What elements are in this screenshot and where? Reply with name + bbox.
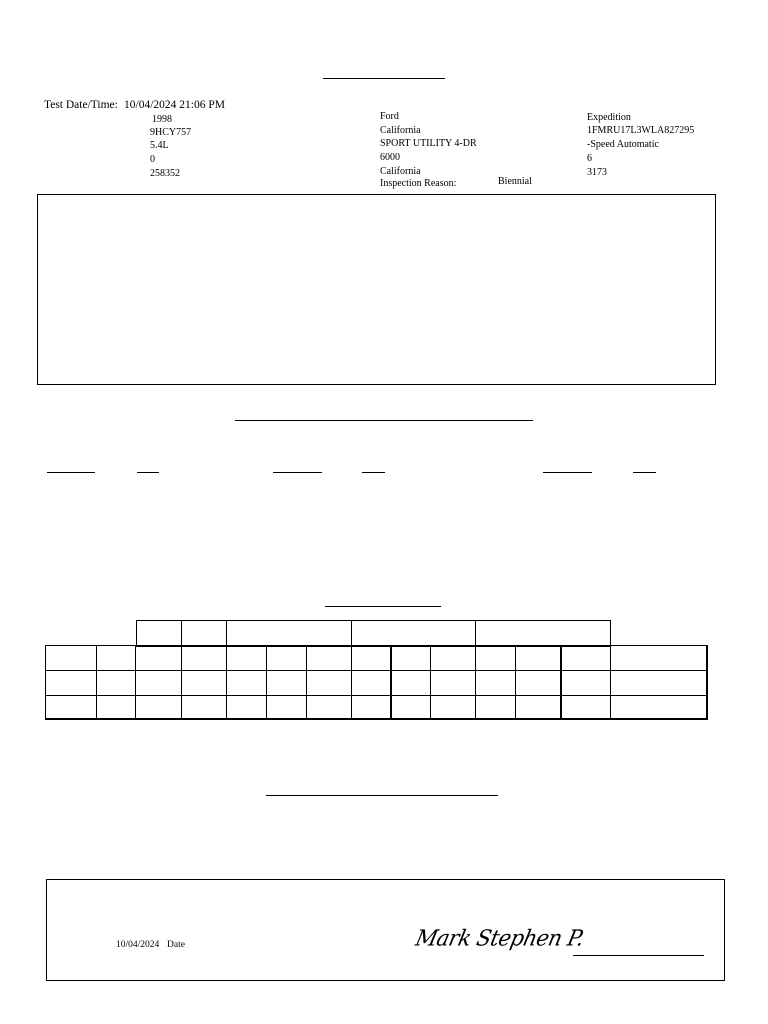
table-col-line	[560, 645, 562, 720]
inspection-reason-label: Inspection Reason:	[380, 178, 457, 189]
table-col-line	[351, 645, 352, 720]
table-col-line	[226, 645, 227, 720]
table-header-cell	[475, 620, 611, 646]
dash-line-5	[543, 472, 592, 473]
dash-line-2	[137, 472, 159, 473]
table-col-line	[610, 645, 611, 720]
dash-line-3	[273, 472, 322, 473]
vehicle-registration-state: California	[380, 166, 421, 177]
table-col-line	[96, 645, 97, 720]
vehicle-engine: 5.4L	[150, 140, 169, 151]
table-col-line	[475, 645, 476, 720]
signature-date-label: Date	[167, 940, 185, 950]
vehicle-plate: 9HCY757	[150, 127, 192, 138]
vehicle-gvwr: 6000	[380, 152, 400, 163]
title-underline	[323, 78, 445, 79]
table-header-cell	[226, 620, 352, 646]
handwritten-signature: Mark Stephen P.	[413, 925, 587, 951]
table-header-cell	[181, 620, 227, 646]
lower-section-underline	[266, 795, 498, 796]
vehicle-odometer: 258352	[150, 168, 180, 179]
table-col-line	[430, 645, 431, 720]
results-box	[37, 194, 716, 385]
table-col-line	[390, 645, 392, 720]
test-datetime-value: 10/04/2024 21:06 PM	[124, 99, 225, 111]
vehicle-model: Expedition	[587, 112, 631, 123]
table-col-line	[266, 645, 267, 720]
table-row-line	[45, 670, 708, 671]
vehicle-value-zero: 0	[150, 154, 155, 165]
signature-date-value: 10/04/2024	[116, 940, 160, 950]
vehicle-state: California	[380, 125, 421, 136]
vehicle-cylinders: 6	[587, 153, 592, 164]
dash-line-4	[362, 472, 385, 473]
table-header-cell	[136, 620, 182, 646]
vehicle-vin: 1FMRU17L3WLA827295	[587, 125, 695, 136]
vehicle-year: 1998	[152, 114, 172, 125]
table-col-line	[135, 645, 136, 720]
vehicle-weight: 3173	[587, 167, 607, 178]
dash-line-6	[633, 472, 656, 473]
table-col-line	[306, 645, 307, 720]
dash-line-1	[47, 472, 95, 473]
signature-box	[46, 879, 725, 981]
test-datetime-label: Test Date/Time:	[44, 99, 118, 111]
table-body	[45, 645, 708, 720]
vehicle-make: Ford	[380, 111, 399, 122]
vehicle-body: SPORT UTILITY 4-DR	[380, 138, 477, 149]
table-header-cell	[351, 620, 476, 646]
section-underline	[235, 420, 533, 421]
table-row-line	[45, 695, 708, 696]
signature-line	[573, 955, 704, 956]
table-col-line	[515, 645, 516, 720]
table-title-underline	[325, 606, 441, 607]
vehicle-transmission: -Speed Automatic	[587, 139, 659, 150]
inspection-reason-value: Biennial	[498, 176, 532, 187]
table-col-line	[181, 645, 182, 720]
